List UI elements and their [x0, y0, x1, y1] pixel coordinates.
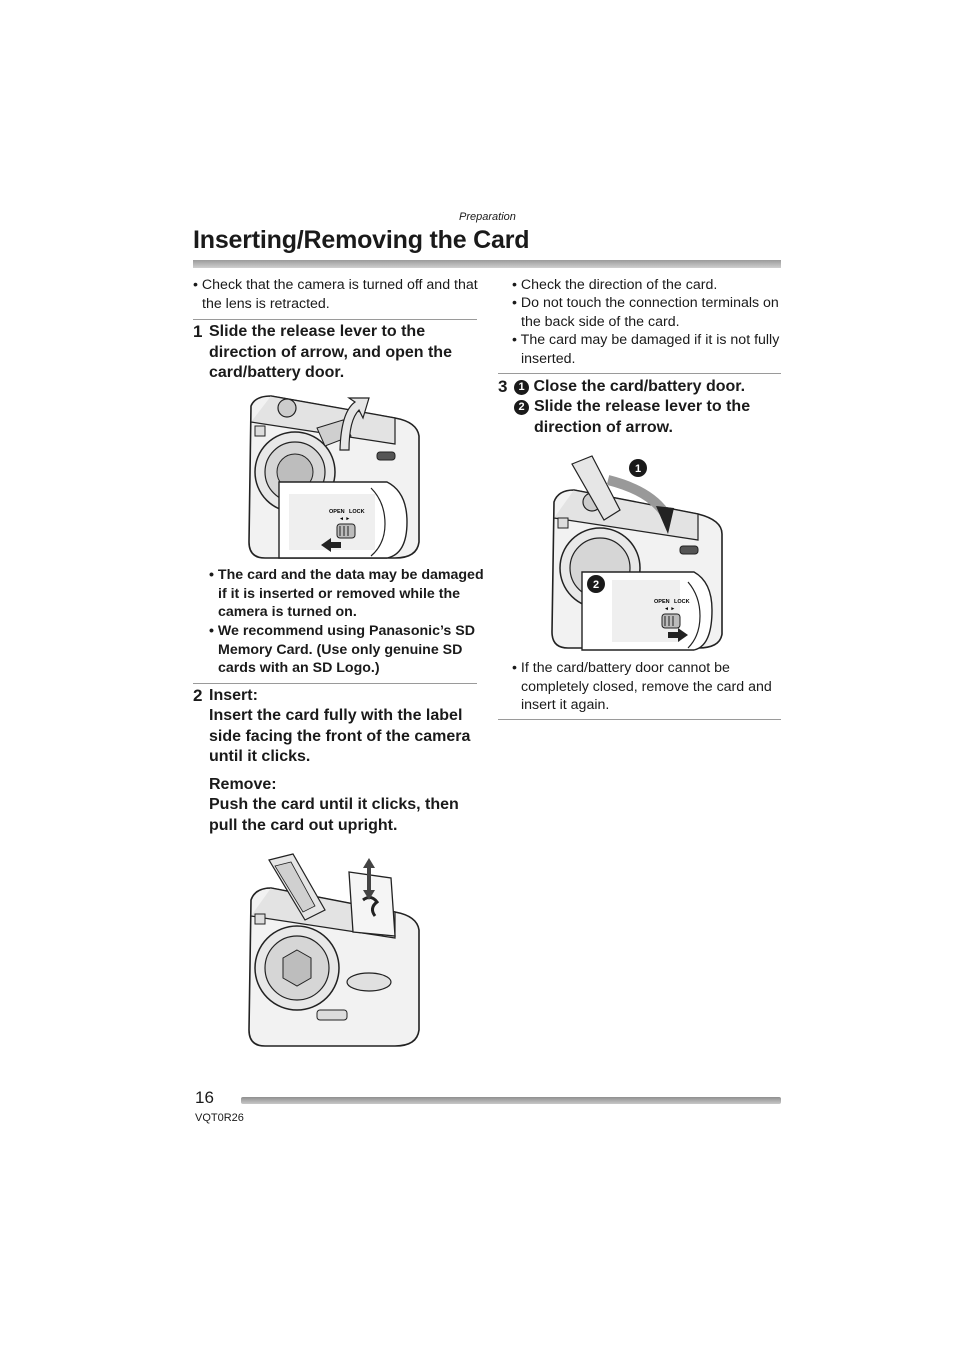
- closing-note-text: If the card/battery door cannot be completely closed, remove the card and insert it again.: [520, 660, 772, 713]
- document-code: VQT0R26: [195, 1112, 244, 1124]
- lever-lock-label: LOCK: [349, 509, 365, 515]
- lever-arrows-icon: ◄ ►: [664, 606, 676, 612]
- footer-rule: [241, 1097, 781, 1104]
- figure-open-door: [245, 392, 423, 562]
- card-bullet-2-text: Do not touch the connection terminals on the back side of the card.: [520, 295, 779, 330]
- lever-inset: [279, 482, 407, 558]
- figure-marker-1: 1: [634, 463, 642, 475]
- warning-bullet-1: • The card and the data may be damaged if it is inserted or removed while the camera is turned on.: [209, 567, 484, 620]
- figure-marker-2: 2: [592, 579, 600, 591]
- divider: [193, 683, 477, 684]
- lever-inset: [582, 572, 712, 650]
- step-marker-1: 1: [514, 380, 529, 395]
- divider: [193, 319, 477, 320]
- step-2-insert-text: Insert the card fully with the label side facing the front of the camera until it clicks.: [209, 707, 471, 765]
- title-underline: [193, 260, 781, 268]
- lever-lock-label: LOCK: [674, 599, 690, 605]
- divider: [498, 373, 781, 374]
- lever-open-label: OPEN: [654, 599, 670, 605]
- card-bullet-3-text: The card may be damaged if it is not fully inserted.: [520, 332, 780, 367]
- lever-arrows-icon: ◄ ►: [339, 516, 351, 522]
- step-3-sub-1-text: Close the card/battery door.: [533, 378, 746, 395]
- sd-card-icon: [349, 872, 395, 936]
- card-bullet-1: • Check the direction of the card.: [512, 277, 718, 293]
- step-1-number: 1: [193, 322, 203, 341]
- step-3-sub-2: [514, 397, 779, 438]
- intro-bullet-text: Check that the camera is turned off and that the lens is retracted.: [201, 277, 478, 312]
- figure-close-door: [548, 450, 728, 652]
- closing-note: • If the card/battery door cannot be completely closed, remove the card and insert it again.: [512, 660, 772, 713]
- intro-bullet: • Check that the camera is turned off and that the lens is retracted.: [193, 277, 478, 312]
- step-2-insert-label: Insert:: [209, 687, 258, 704]
- lever-open-label: OPEN: [329, 509, 345, 515]
- warning-text-1: The card and the data may be damaged if it is inserted or removed while the camera is turned on.: [217, 567, 484, 620]
- figure-insert-card: [245, 850, 423, 1050]
- card-bullet-1-text: Check the direction of the card.: [520, 277, 718, 293]
- warning-bullet-2: • We recommend using Panasonic’s SD Memory Card. (Use only genuine SD cards with an SD Logo.): [209, 623, 475, 676]
- divider: [498, 719, 781, 720]
- step-3-sub-1: [514, 377, 779, 398]
- step-2-remove-label: Remove:: [209, 776, 277, 793]
- step-3-sub-2-text: Slide the release lever to the direction of arrow.: [534, 398, 751, 436]
- page-title: Inserting/Removing the Card: [193, 226, 530, 254]
- page-number: 16: [195, 1088, 214, 1107]
- step-1-text: Slide the release lever to the direction of arrow, and open the card/battery door.: [209, 323, 452, 381]
- section-label: Preparation: [459, 211, 516, 223]
- step-2-remove-text: Push the card until it clicks, then pull the card out upright.: [209, 796, 459, 834]
- step-marker-2: 2: [514, 400, 529, 415]
- card-bullet-3: • The card may be damaged if it is not fully inserted.: [512, 332, 780, 367]
- step-3-number: 3: [498, 377, 508, 396]
- warning-text-2: We recommend using Panasonic’s SD Memory Card. (Use only genuine SD cards with an SD Logo.): [217, 623, 475, 676]
- card-bullet-2: • Do not touch the connection terminals on the back side of the card.: [512, 295, 779, 330]
- step-2-number: 2: [193, 686, 203, 705]
